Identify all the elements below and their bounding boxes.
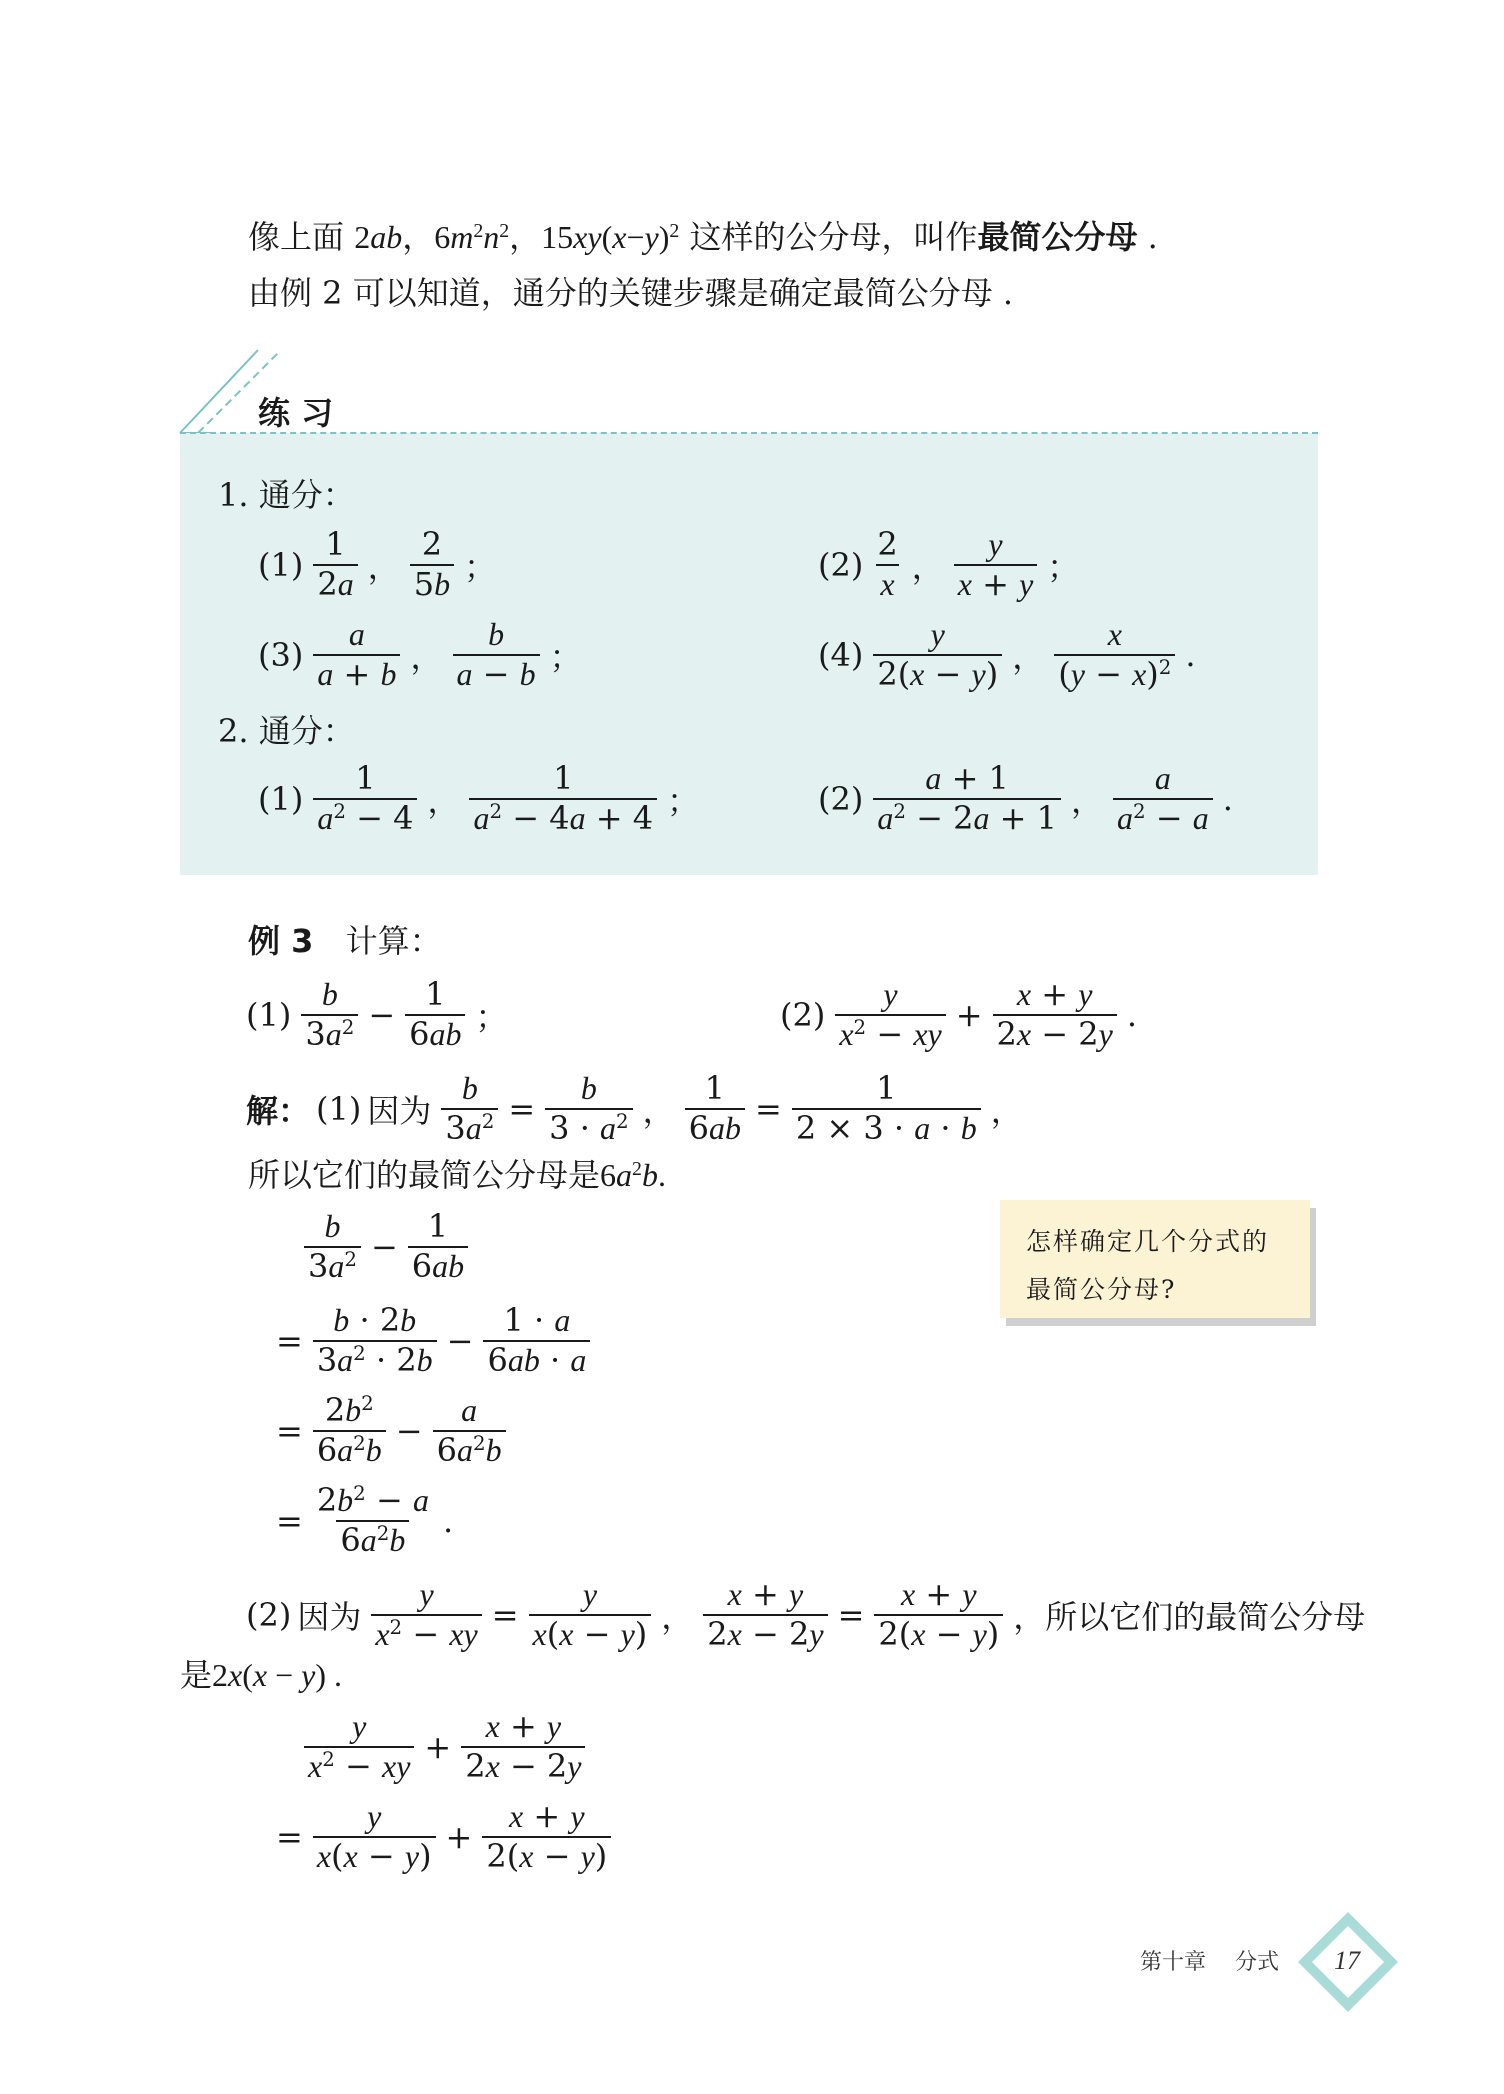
practice-2-1: (1) $\frac{1}{a^2 - 4}$ ， $\frac{1}{a^2 - 4a + 4}$ ； [258,759,700,837]
part2-wrap-text: 是 [180,1656,213,1694]
practice-1-2: (2) $\frac{2}{x}$ ， $\frac{y}{x + y}$ ； [818,525,1080,603]
practice-1-1: (1) $\frac{1}{2a}$ ， $\frac{2}{5b}$ ； [258,525,497,603]
page-number: 17 [1334,1946,1360,1975]
section-text: 分式 [1235,1950,1280,1975]
hint-note-line-2: 最简公分母? [1026,1275,1177,1304]
because-text: 因为 [297,1597,362,1636]
lcd-statement: 所以它们的最简公分母是$6a^2b$. [248,1156,666,1194]
calc2-step-1: = $\frac{y}{x(x - y)}$ + $\frac{x + y}{2(x - y)}$ [276,1800,615,1873]
calc-step-3: = $\frac{2b^2 - a}{6a^2b}$ . [276,1481,454,1559]
solution-part2-line: (2) 因为 $\frac{y}{x^2 - xy}$ = $\frac{y}{x(x - y)}$ ， $\frac{x + y}{2x - 2y}$ = $\frac{x + y}{2(x - y)}$ ，所以它们的最简公分母 [246,1575,1366,1653]
solution-part1-line: 解： (1) 因为 $\frac{b}{3a^2}$ = $\frac{b}{3 \cdot a^2}$ ， $\frac{1}{6ab}$ = $\frac{1}{2 \times 3 \cdot a \cdot b}$ ， [246,1069,1023,1147]
example-problem-1: (1) $\frac{b}{3a^2}$ − $\frac{1}{6ab}$ ； [246,975,508,1053]
intro-line-1: 像上面 2ab，$6m^2n^2$，$15xy(x-y)^2$ 这样的公分母，叫作最简公分母 . [248,218,1158,256]
part2-wrap-line: 是2x(x − y) . [180,1656,342,1694]
practice-title: 练 习 [258,394,334,432]
because-text: 因为 [367,1091,432,1130]
calc-step-0: $\frac{b}{3a^2}$ − $\frac{1}{6ab}$ [300,1210,472,1283]
hint-note-line-1: 怎样确定几个分式的 [1026,1227,1270,1256]
hint-note [1000,1200,1310,1318]
practice-q2-label: 2. 通分： [218,712,355,750]
calc-step-1: = $\frac{b \cdot 2b}{3a^2 \cdot 2b}$ − $\frac{1 \cdot a}{6ab \cdot a}$ [276,1304,594,1377]
solution-label: 解： [246,1091,311,1130]
practice-q1-label: 1. 通分： [218,476,355,514]
example-heading [248,916,442,962]
calc2-step-0: $\frac{y}{x^2 - xy}$ + $\frac{x + y}{2x - 2y}$ [300,1710,589,1783]
practice-divider [180,432,1318,434]
practice-1-4: (4) $\frac{y}{2(x - y)}$ ， $\frac{x}{(y - x)^2}$ . [818,616,1196,693]
example-task: 计算： [345,922,442,960]
footer-chapter [1140,1945,1279,1976]
example-problem-2: (2) $\frac{y}{x^2 - xy}$ + $\frac{x + y}{2x - 2y}$ . [780,975,1137,1053]
practice-2-2: (2) $\frac{a + 1}{a^2 - 2a + 1}$ ， $\frac{a}{a^2 - a}$ . [818,759,1233,837]
part2-tail-text: ，所以它们的最简公分母 [1013,1597,1366,1636]
practice-1-3: (3) $\frac{a}{a + b}$ ， $\frac{b}{a - b}$ ； [258,616,582,693]
calc-step-2: = $\frac{2b^2}{6a^2b}$ − $\frac{a}{6a^2b}$ [276,1394,510,1467]
intro-text: 这样的公分母，叫作 [689,218,978,256]
chapter-text: 第十章 [1140,1950,1207,1975]
intro-line-2: 由例 2 可以知道，通分的关键步骤是确定最简公分母 . [248,274,1014,312]
intro-text: 像上面 [248,218,345,256]
lcd-text: 所以它们的最简公分母是 [248,1156,601,1194]
example-label: 例 3 [248,922,314,960]
key-term: 最简公分母 [977,218,1138,256]
